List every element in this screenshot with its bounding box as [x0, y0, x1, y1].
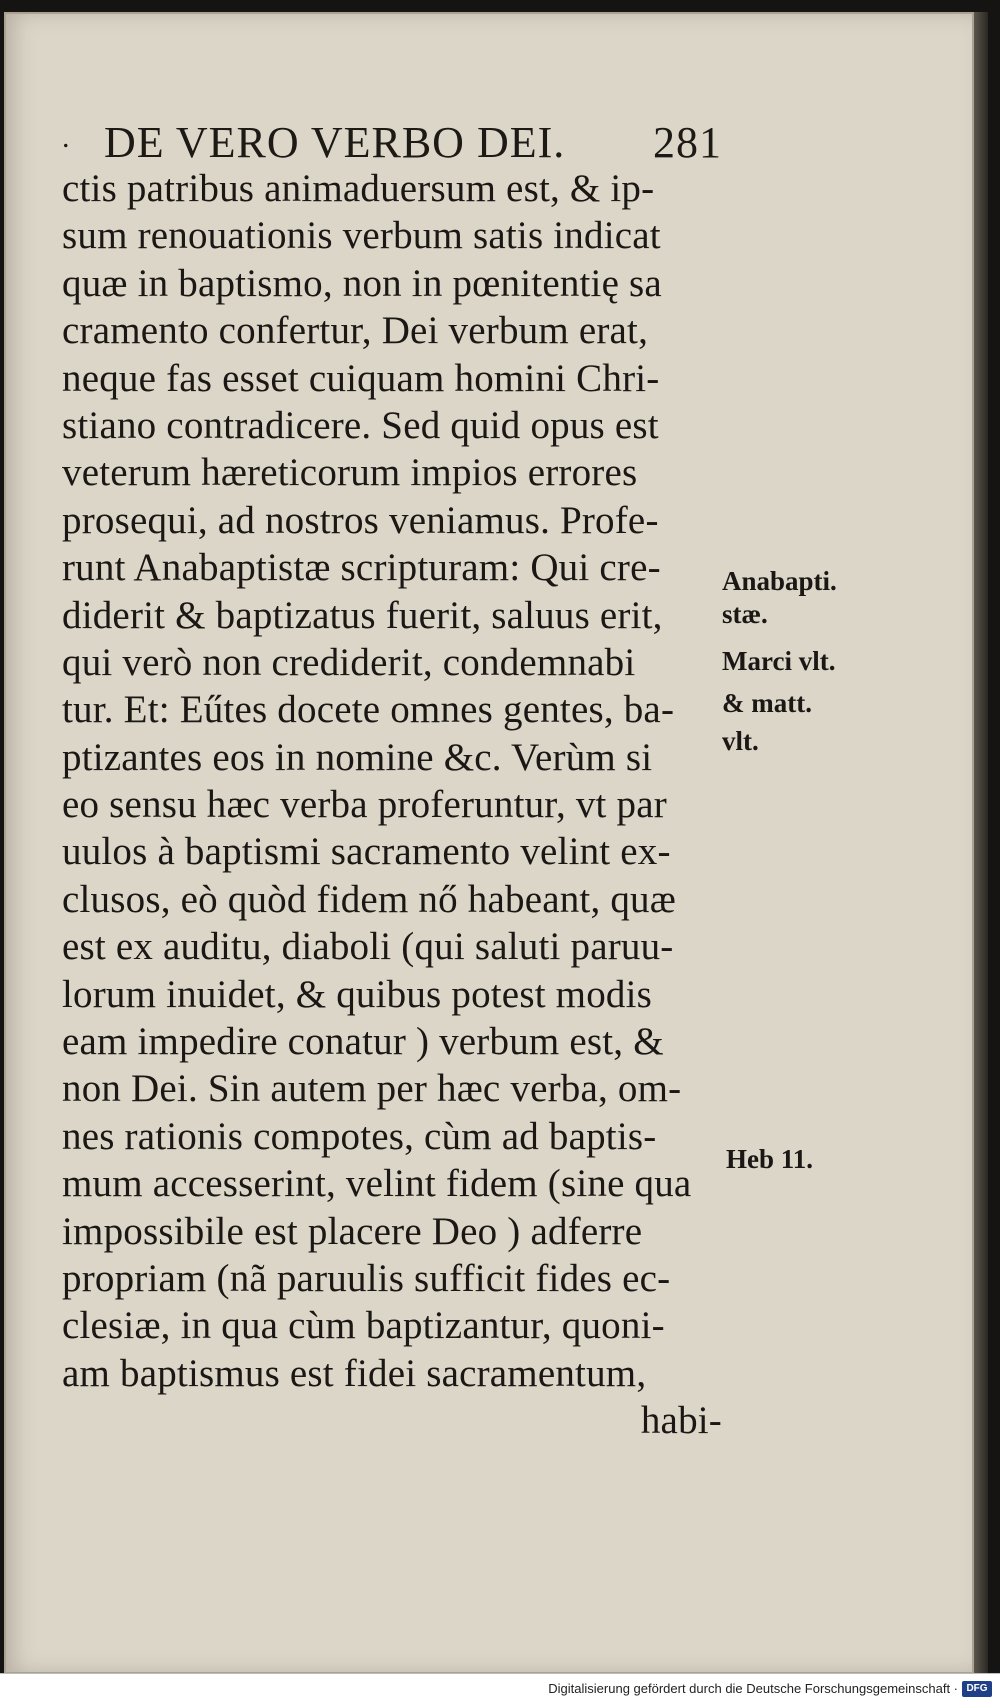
text-line: runt Anabaptistæ scripturam: Qui cre- — [62, 546, 661, 590]
footer-credit: Digitalisierung gefördert durch die Deutsche Forschungsgemeinschaft · — [548, 1681, 958, 1696]
text-line: ctis patribus animaduersum est, & ip- — [62, 167, 655, 210]
footer-bar — [0, 1673, 1000, 1704]
text-line: clusos, eò quòd fidem nő habeant, quæ — [62, 877, 676, 921]
header-title: DE VERO VERBO DEI. — [104, 118, 566, 167]
text-line: cramento confertur, Dei verbum erat, — [62, 309, 649, 353]
text-line: impossibile est placere Deo ) adferre — [62, 1209, 643, 1253]
text-line: mum accesserint, velint fidem (sine qua — [62, 1162, 692, 1206]
text-line: eam impedire conatur ) verbum est, & — [62, 1020, 664, 1064]
text-line: propriam (nã paruulis sufficit fides ec- — [62, 1256, 671, 1300]
text-line: prosequi, ad nostros veniamus. Profe- — [62, 498, 659, 542]
text-line: quæ in baptismo, non in pœnitentię sa — [62, 261, 662, 305]
text-line: est ex auditu, diaboli (qui saluti paruu- — [62, 925, 674, 969]
text-line: non Dei. Sin autem per hæc verba, om- — [62, 1067, 682, 1111]
text-line: eo sensu hæc verba proferuntur, vt par — [62, 783, 667, 827]
text-line: ptizantes eos in nomine &c. Verùm si — [62, 735, 653, 779]
margin-note: stæ. — [722, 599, 768, 629]
page-number: 281 — [653, 118, 722, 167]
text-line: neque fas esset cuiquam homini Chri- — [62, 356, 660, 400]
text-line: am baptismus est fidei sacramentum, — [62, 1351, 647, 1395]
page-edge — [974, 12, 988, 1674]
margin-note: Anabapti. — [722, 566, 837, 596]
main-text-block — [62, 165, 722, 1445]
text-line: uulos à baptismi sacramento velint ex- — [62, 830, 671, 874]
text-line: nes rationis compotes, cùm ad baptis- — [62, 1114, 657, 1158]
text-line: sum renouationis verbum satis indicat — [62, 214, 661, 258]
text-line: stiano contradicere. Sed quid opus est — [62, 403, 659, 447]
text-line: lorum inuidet, & quibus potest modis — [62, 972, 653, 1016]
text-line: diderit & baptizatus fuerit, saluus erit, — [62, 593, 663, 637]
margin-note: Heb 11. — [726, 1144, 814, 1174]
text-line: veterum hæreticorum impios errores — [62, 451, 638, 495]
text-line: tur. Et: Eűtes docete omnes gentes, ba- — [62, 688, 675, 732]
margin-note: Marci vlt. — [722, 646, 836, 676]
header-dot: . — [62, 121, 71, 154]
margin-note: vlt. — [722, 726, 759, 756]
text-line: clesiæ, in qua cùm baptizantur, quoni- — [62, 1304, 665, 1348]
dfg-logo-icon: DFG — [962, 1681, 992, 1697]
margin-note: & matt. — [722, 688, 812, 718]
catchword: habi- — [640, 1399, 722, 1443]
text-line: qui verò non crediderit, condemnabi — [62, 640, 636, 684]
